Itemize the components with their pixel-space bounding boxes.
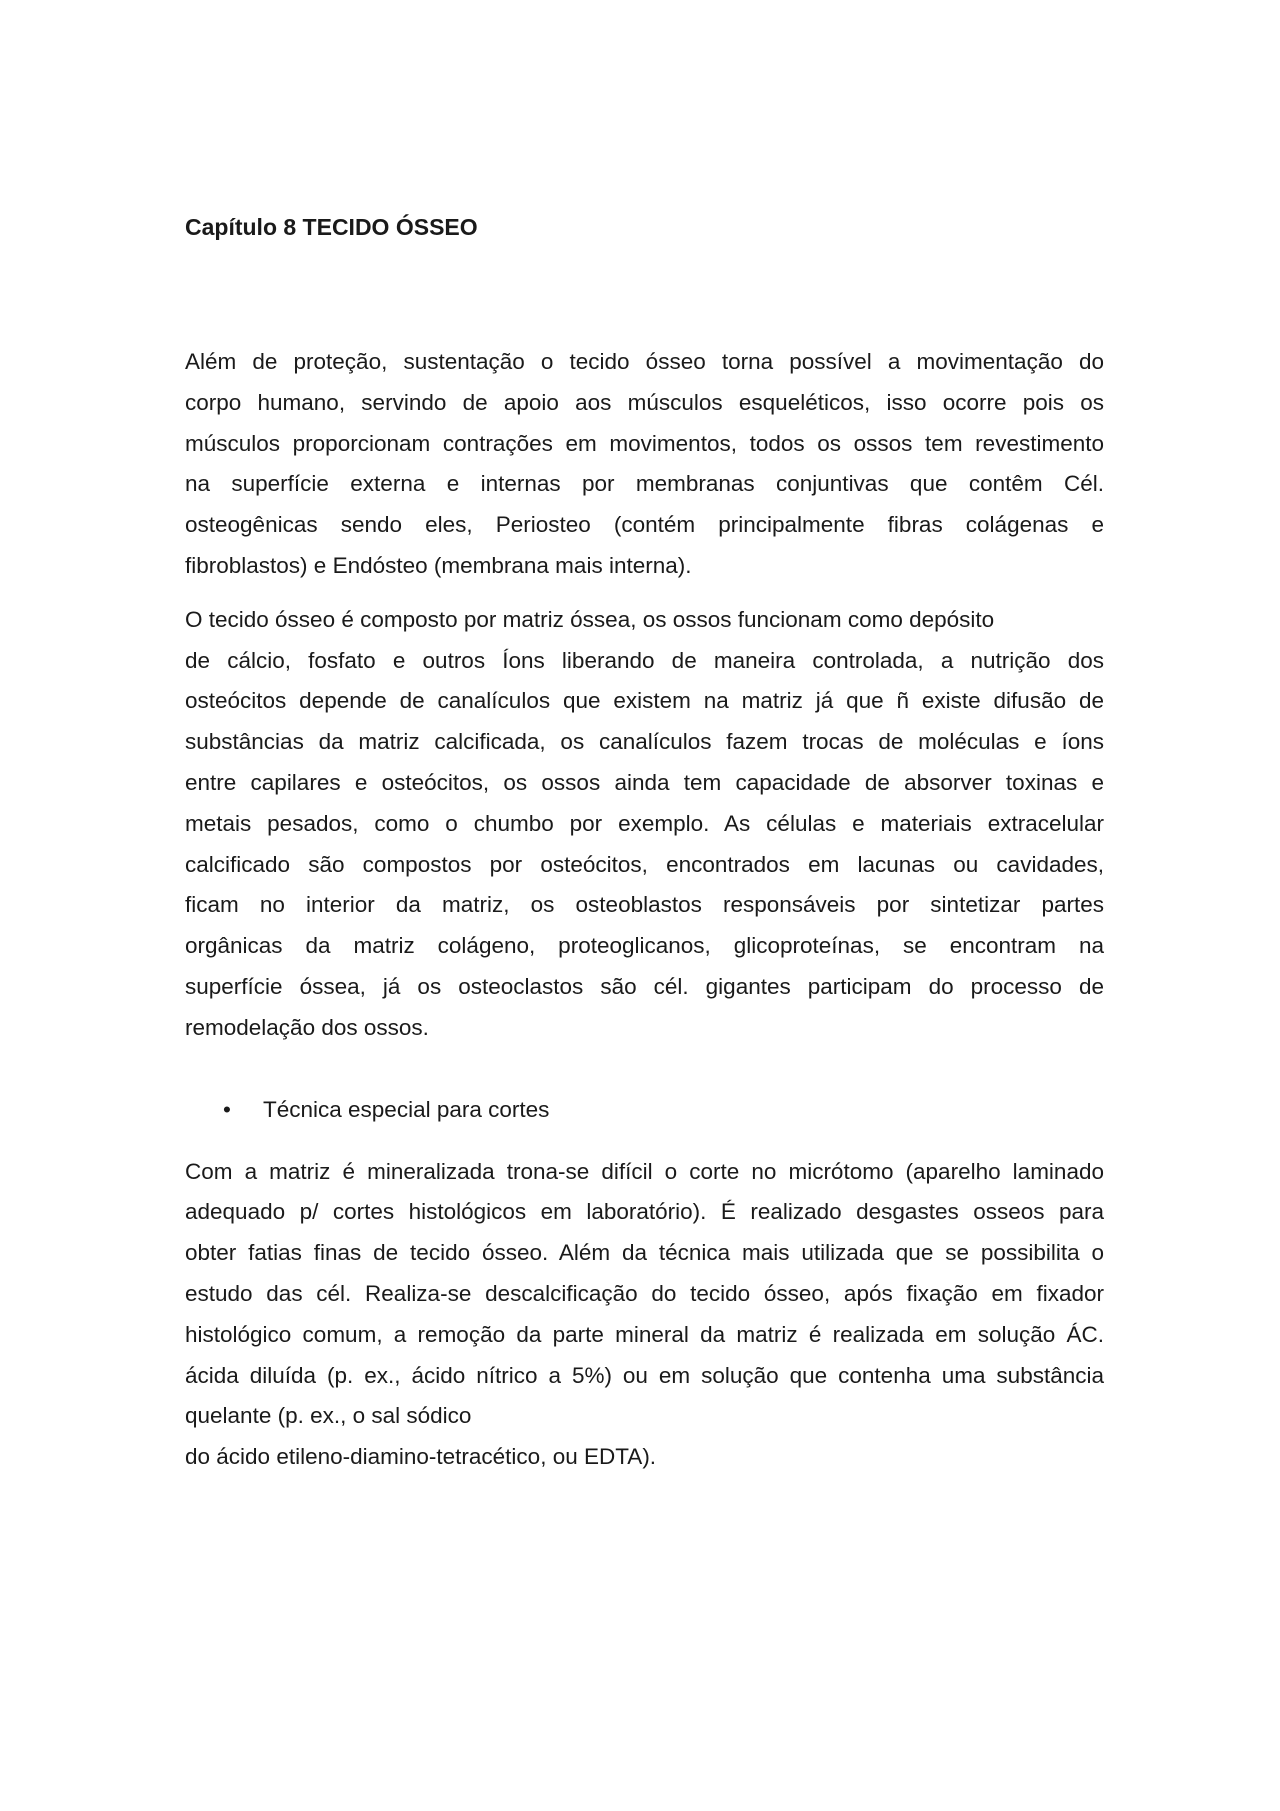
paragraph-technique xyxy=(185,1152,1104,1478)
paragraph-line: ácida diluída (p. ex., ácido nítrico a 5%) ou em solução que contenha uma substância xyxy=(185,1362,1104,1388)
paragraph-line: na superfície externa e internas por membranas conjuntivas que contêm Cél. xyxy=(185,471,1104,497)
chapter-title: Capítulo 8 TECIDO ÓSSEO xyxy=(185,214,478,240)
paragraph-line: orgânicas da matriz colágeno, proteoglicanos, glicoproteínas, se encontram na xyxy=(185,933,1104,959)
paragraph-composition xyxy=(185,600,1104,1049)
paragraph-line: substâncias da matriz calcificada, os canalículos fazem trocas de moléculas e íons xyxy=(185,729,1104,755)
paragraph-line: do ácido etileno-diamino-tetracético, ou EDTA). xyxy=(185,1444,657,1470)
bullet-marker: • xyxy=(223,1096,231,1122)
paragraph-intro xyxy=(185,342,1104,587)
bullet-text: Técnica especial para cortes xyxy=(263,1096,550,1122)
paragraph-line: metais pesados, como o chumbo por exemplo. As células e materiais extracelular xyxy=(185,810,1104,836)
paragraph-line: músculos proporcionam contrações em movimentos, todos os ossos tem revestimento xyxy=(185,430,1104,456)
paragraph-line: O tecido ósseo é composto por matriz óssea, os ossos funcionam como depósito xyxy=(185,606,995,632)
paragraph-line: histológico comum, a remoção da parte mineral da matriz é realizada em solução ÁC. xyxy=(185,1321,1104,1347)
paragraph-line: osteócitos depende de canalículos que existem na matriz já que ñ existe difusão de xyxy=(185,688,1104,714)
paragraph-line: Com a matriz é mineralizada trona-se difícil o corte no micrótomo (aparelho laminado xyxy=(185,1158,1104,1184)
paragraph-line: fibroblastos) e Endósteo (membrana mais interna). xyxy=(185,552,692,578)
paragraph-line: estudo das cél. Realiza-se descalcificação do tecido ósseo, após fixação em fixador xyxy=(185,1280,1104,1306)
paragraph-line: Além de proteção, sustentação o tecido ósseo torna possível a movimentação do xyxy=(185,349,1104,374)
paragraph-line: calcificado são compostos por osteócitos, encontrados em lacunas ou cavidades, xyxy=(185,851,1104,877)
paragraph-line: ficam no interior da matriz, os osteoblastos responsáveis por sintetizar partes xyxy=(185,892,1104,918)
document-body xyxy=(185,212,1104,1478)
paragraph-line: superfície óssea, já os osteoclastos são cél. gigantes participam do processo de xyxy=(185,973,1104,999)
paragraph-line: osteogênicas sendo eles, Periosteo (contém principalmente fibras colágenas e xyxy=(185,512,1104,538)
paragraph-line: adequado p/ cortes histológicos em laboratório). É realizado desgastes osseos para xyxy=(185,1199,1104,1225)
paragraph-line: de cálcio, fosfato e outros Íons liberando de maneira controlada, a nutrição dos xyxy=(185,647,1104,673)
bullet-item-special-technique xyxy=(185,1090,1104,1130)
paragraph-line: quelante (p. ex., o sal sódico xyxy=(185,1403,472,1429)
paragraph-line: entre capilares e osteócitos, os ossos ainda tem capacidade de absorver toxinas e xyxy=(185,769,1104,795)
paragraph-line: obter fatias finas de tecido ósseo. Além da técnica mais utilizada que se possibilita o xyxy=(185,1240,1104,1266)
paragraph-line: corpo humano, servindo de apoio aos músculos esqueléticos, isso ocorre pois os xyxy=(185,389,1104,415)
paragraph-line: remodelação dos ossos. xyxy=(185,1014,429,1040)
